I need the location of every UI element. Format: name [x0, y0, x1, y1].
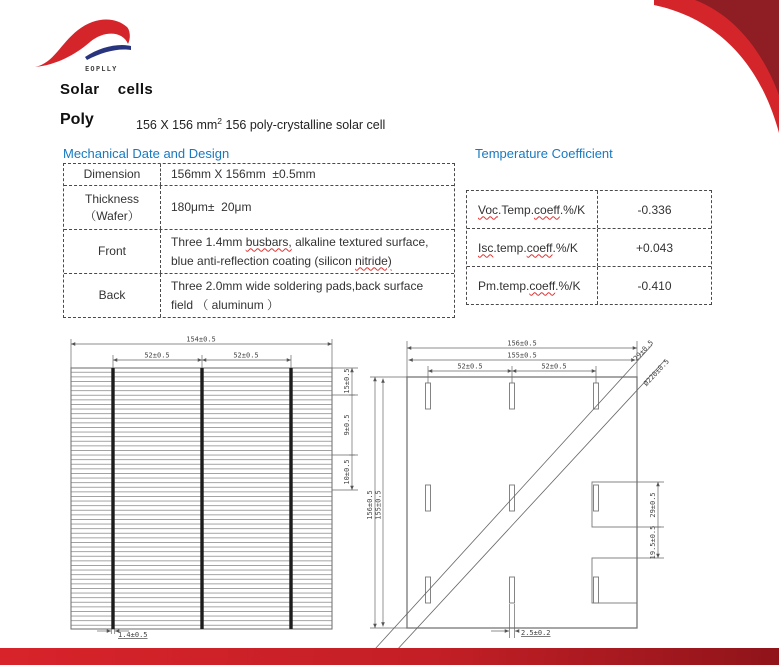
back-cell-outline: [407, 377, 637, 628]
row-label-thickness: [64, 186, 161, 229]
footer-red-bar: [0, 648, 779, 665]
front-dim-side-top-label: 15±0.5: [343, 368, 351, 394]
front-dim-side-bot-label: 10±0.5: [343, 459, 351, 485]
eoplly-logo: [28, 14, 173, 76]
pm-coeff-label: [467, 267, 598, 304]
front-line1-a: Three 1.4mm: [171, 234, 246, 249]
logo-red-swoosh-icon: [35, 19, 130, 67]
front-line2-b: nitride): [355, 253, 392, 268]
table-row: [64, 185, 454, 229]
back-line2: field （ aluminum ）: [171, 297, 280, 312]
back-dim-pad-length-label: 29±0.5: [649, 492, 657, 518]
corner-ribbon: [654, 0, 779, 140]
voc-coeff-part: coeff: [534, 202, 560, 217]
voc-coeff-value: -0.336: [637, 202, 672, 217]
solder-pad: [510, 577, 515, 603]
voc-coeff-label: [467, 191, 598, 228]
solder-pad: [594, 485, 599, 511]
table-row: [467, 228, 711, 266]
front-dim-pitch-left-label: 52±0.5: [144, 351, 170, 360]
pm-coeff-value: -0.410: [637, 278, 672, 293]
pm-coeff-part: coeff: [529, 278, 556, 293]
busbar: [289, 368, 292, 629]
table-row: [64, 164, 454, 185]
front-line2: [171, 252, 454, 271]
back-dim-height-inner-label: 155±0.5: [374, 490, 383, 520]
solder-pad: [510, 485, 515, 511]
row-label-back: Back: [64, 274, 161, 317]
voc-sep: .Temp.: [498, 202, 535, 217]
table-row: [64, 273, 454, 317]
isc-coeff-label: [467, 229, 598, 266]
product-spec-line: [136, 116, 385, 132]
front-line1-b: busbars,: [245, 234, 292, 249]
table-row: [467, 266, 711, 304]
row-value-dimension: [161, 164, 454, 185]
section-header-temperature: Temperature Coefficient: [475, 146, 613, 161]
solder-pad: [426, 383, 431, 409]
logo-blue-swoosh-icon: [85, 45, 131, 60]
voc-part: Voc: [478, 202, 499, 217]
row-value-back: [161, 274, 454, 317]
isc-coeff-part: coeff: [526, 240, 553, 255]
back-dim-width-inner-label: 155±0.5: [507, 351, 537, 360]
back-dim-diagonal-1-label: 29±0.5: [631, 338, 656, 363]
isc-coeff-value: +0.043: [635, 240, 674, 255]
row-label-dimension: Dimension: [64, 164, 161, 185]
pm-unit: .%/K: [555, 278, 581, 293]
table-row: [467, 191, 711, 228]
page-title: Solar cells: [60, 81, 154, 98]
back-dim-pitch-left-label: 52±0.5: [457, 362, 483, 371]
pm-sep: .temp.: [496, 278, 530, 293]
front-line2-a: blue anti-reflection coating (silicon: [171, 253, 356, 268]
front-cell-drawing: [55, 335, 390, 665]
busbar: [200, 368, 203, 629]
back-line1: Three 2.0mm wide soldering pads,back surface: [171, 278, 424, 293]
isc-unit: .%/K: [552, 240, 578, 255]
solder-pad: [510, 383, 515, 409]
solder-pad: [426, 485, 431, 511]
back-dim-pad-gap-label: 19.5±0.5: [649, 525, 657, 560]
front-dim-side-mid-label: 9±0.5: [343, 414, 351, 436]
isc-sep: .temp.: [493, 240, 527, 255]
back-dim-pad-width-label: 2.5±0.2: [521, 629, 551, 637]
front-dim-busbar-width-label: 1.4±0.5: [118, 631, 148, 639]
front-line1-c: alkaline textured surface,: [291, 234, 429, 249]
back-dim-height-outer-label: 156±0.5: [366, 490, 374, 520]
table-row: [64, 229, 454, 273]
thickness-label-line1: Thickness: [84, 191, 140, 206]
back-dim-width-outer-label: 156±0.5: [507, 339, 537, 348]
front-dim-width-label: 154±0.5: [186, 335, 216, 344]
row-value-thickness: [161, 186, 454, 229]
front-line1: [171, 233, 454, 252]
busbar: [111, 368, 114, 629]
solder-pad: [594, 577, 599, 603]
thickness-label-line2: （Wafer）: [84, 208, 140, 223]
back-dim-diagonal-2-label: Ø220±0.5: [642, 357, 671, 388]
front-cell-body: [71, 368, 332, 629]
voc-unit: .%/K: [559, 202, 586, 217]
solder-pad: [426, 577, 431, 603]
row-label-front: Front: [64, 230, 161, 273]
spec-text-post: 156 poly-crystalline solar cell: [222, 118, 386, 133]
row-value-front: [161, 230, 454, 273]
series-title: Poly: [60, 111, 94, 128]
isc-part: Isc: [478, 240, 494, 255]
spec-superscript: 2: [217, 116, 223, 126]
mechanical-data-table: [63, 163, 455, 318]
temperature-coefficient-table: [466, 190, 712, 305]
pm-part: Pm: [478, 278, 496, 293]
back-cell-body: [365, 345, 665, 665]
dimension-value: 156mm X 156mm ±0.5mm: [171, 167, 316, 181]
back-dim-pitch-right-label: 52±0.5: [541, 362, 567, 371]
brand-wordmark: EOPLLY: [85, 65, 118, 73]
section-header-mechanical: Mechanical Date and Design: [63, 146, 230, 161]
spec-text-pre: 156 X 156 mm: [136, 118, 218, 133]
front-dim-pitch-right-label: 52±0.5: [233, 351, 259, 360]
thickness-value: 180μm± 20μm: [171, 200, 252, 214]
back-cell-drawing: [355, 335, 779, 665]
